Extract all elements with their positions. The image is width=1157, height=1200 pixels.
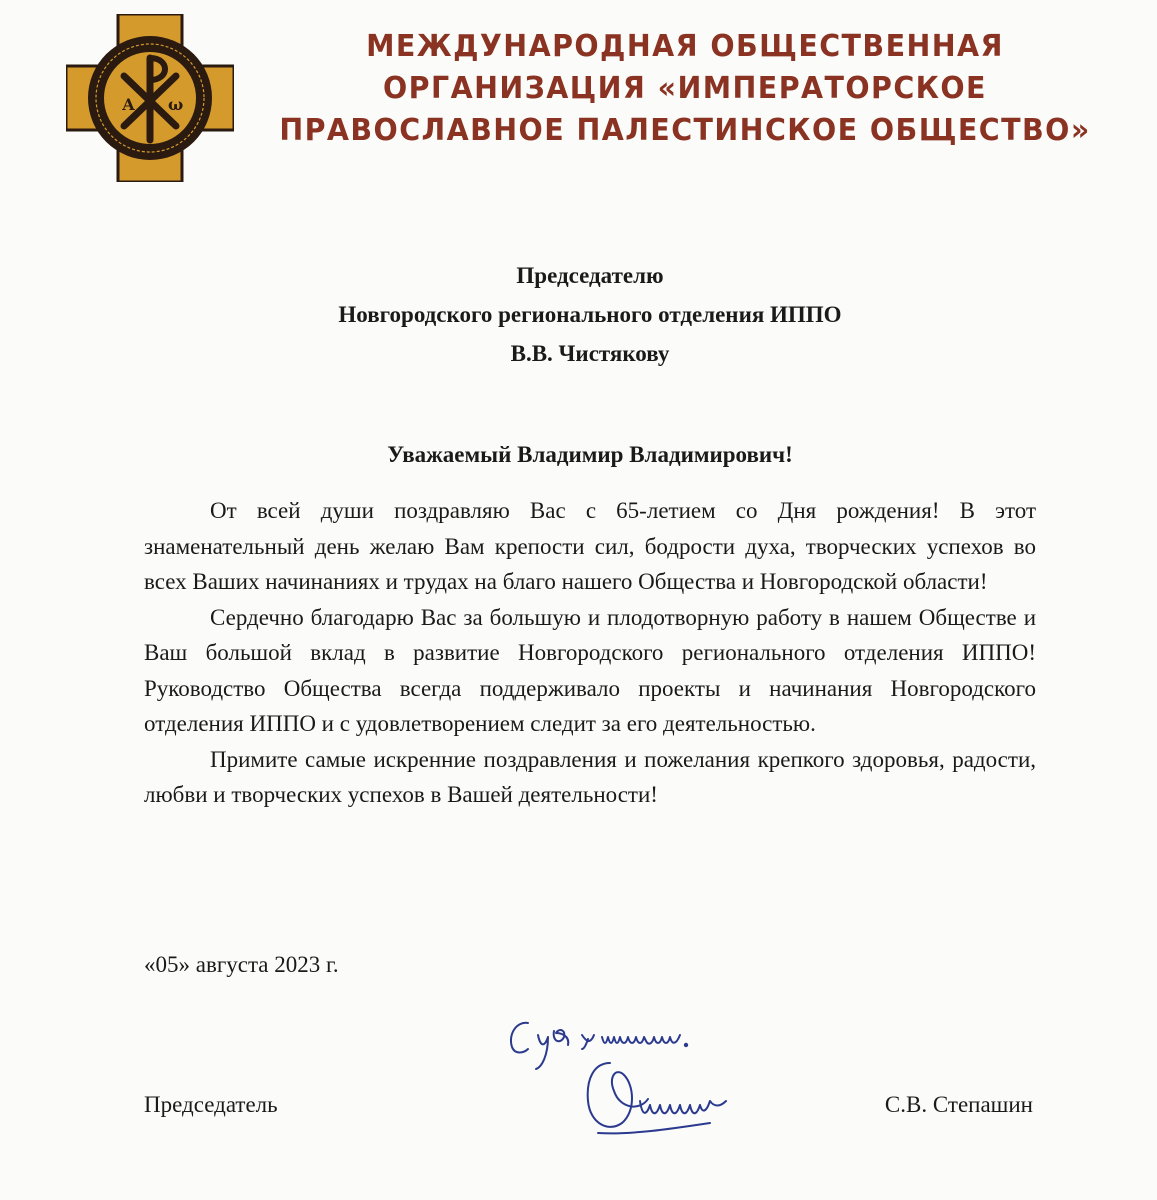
handwritten-signature: [490, 1005, 760, 1165]
addressee-organization: Новгородского регионального отделения ИППО: [338, 302, 842, 327]
letter-body: [144, 493, 1036, 813]
paragraph: Примите самые искренние поздравления и пожелания крепкого здоровья, радости, любви и творческих успехов в Вашей деятельности!: [144, 746, 1036, 807]
addressee-block: [0, 256, 1157, 373]
signer-name: С.В. Степашин: [884, 1092, 1033, 1117]
addressee-name: В.В. Чистякову: [510, 341, 670, 366]
ippo-logo: [66, 14, 234, 182]
signer-position: Председатель: [144, 1092, 278, 1117]
org-title-line-1: МЕЖДУНАРОДНАЯ ОБЩЕСТВЕННАЯ: [366, 29, 1004, 64]
organization-title: [272, 26, 1099, 152]
letter-date: «05» августа 2023 г.: [144, 952, 339, 977]
addressee-title: Председателю: [516, 263, 664, 288]
org-title-line-3: ПРАВОСЛАВНОЕ ПАЛЕСТИНСКОЕ ОБЩЕСТВО»: [279, 113, 1091, 148]
logo-omega: ω: [168, 95, 184, 114]
paragraph: От всей души поздравляю Вас с 65-летием со Дня рождения! В этот знаменательный день желаю Вам крепости сил, бодрости духа, творческих успехов во всех Ваших начинаниях и трудах на благо нашего Общества и Новгородской области!: [144, 498, 1036, 594]
paragraph: Сердечно благодарю Вас за большую и плодотворную работу в нашем Обществе и Ваш большой вклад в развитие Новгородского регионального отделения ИППО! Руководство Общества всегда поддерживало проекты и начинания Новгородского отделения ИППО и с удовлетворением следит за его деятельностью.: [144, 604, 1036, 736]
salutation: Уважаемый Владимир Владимирович!: [387, 442, 793, 467]
logo-alpha: А: [122, 95, 136, 114]
org-title-line-2: ОРГАНИЗАЦИЯ «ИМПЕРАТОРСКОЕ: [383, 71, 987, 106]
